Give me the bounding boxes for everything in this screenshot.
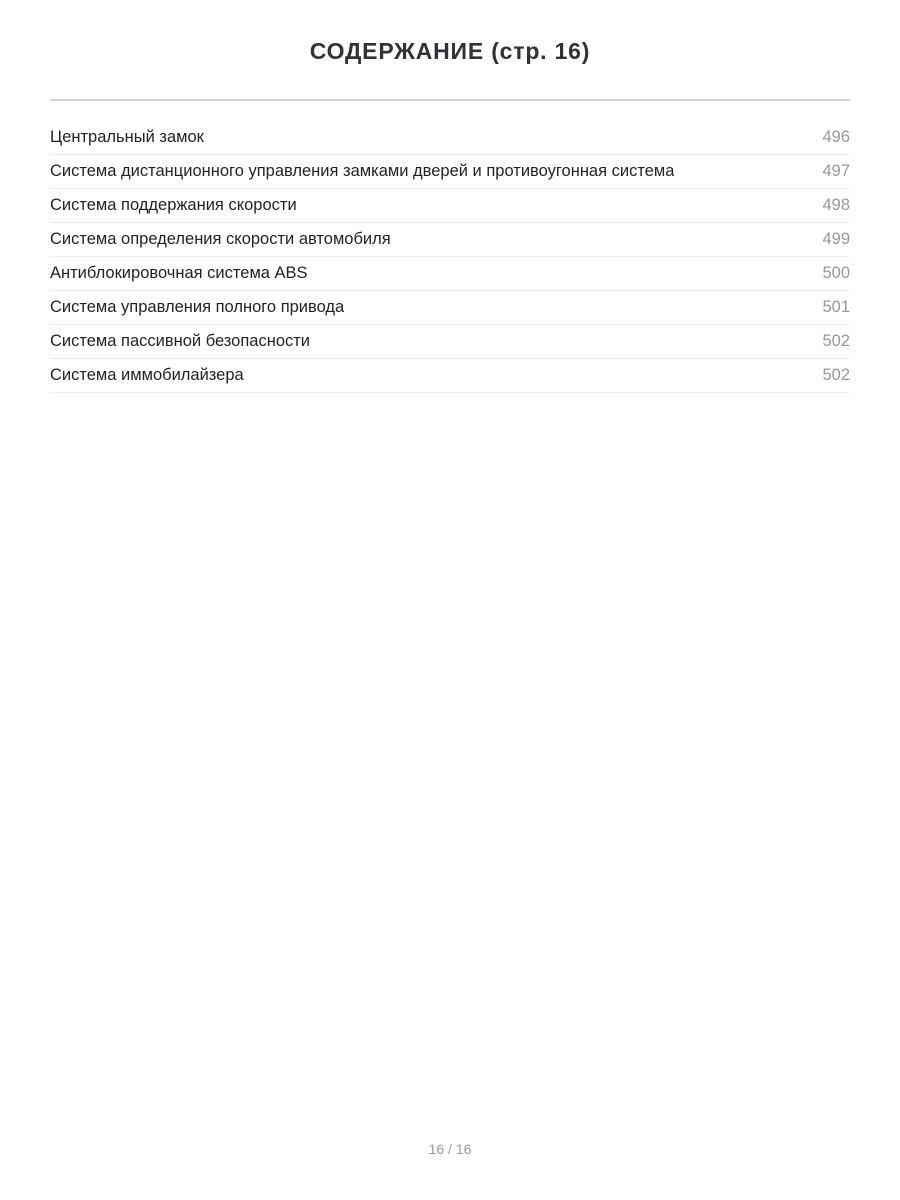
toc-item-title: Антиблокировочная система ABS [50, 264, 308, 282]
toc-item-title: Система пассивной безопасности [50, 332, 311, 350]
toc-item-page: 498 [822, 196, 850, 214]
toc-item-title: Система дистанционного управления замками дверей и противоугонная система [50, 162, 675, 180]
content-area [0, 0, 900, 393]
toc-item-page: 502 [822, 332, 850, 350]
toc-item-page: 500 [822, 264, 850, 282]
toc-item-page: 499 [822, 230, 850, 248]
toc-item-title: Система определения скорости автомобиля [50, 230, 391, 248]
toc-row[interactable] [50, 189, 850, 223]
page-title: СОДЕРЖАНИЕ (стр. 16) [309, 38, 591, 64]
toc-list [50, 101, 850, 393]
toc-item-title: Система поддержания скорости [50, 196, 297, 214]
toc-row[interactable] [50, 155, 850, 189]
toc-row[interactable] [50, 223, 850, 257]
toc-row[interactable] [50, 121, 850, 155]
toc-item-page: 502 [822, 366, 850, 384]
toc-item-title: Центральный замок [50, 128, 204, 146]
toc-row[interactable] [50, 257, 850, 291]
toc-item-page: 501 [822, 298, 850, 316]
toc-row[interactable] [50, 291, 850, 325]
toc-item-page: 497 [822, 162, 850, 180]
toc-item-title: Система иммобилайзера [50, 366, 244, 384]
toc-row[interactable] [50, 359, 850, 393]
toc-item-title: Система управления полного привода [50, 298, 345, 316]
toc-row[interactable] [50, 325, 850, 359]
toc-item-page: 496 [822, 128, 850, 146]
page-number-indicator: 16 / 16 [428, 1141, 472, 1157]
